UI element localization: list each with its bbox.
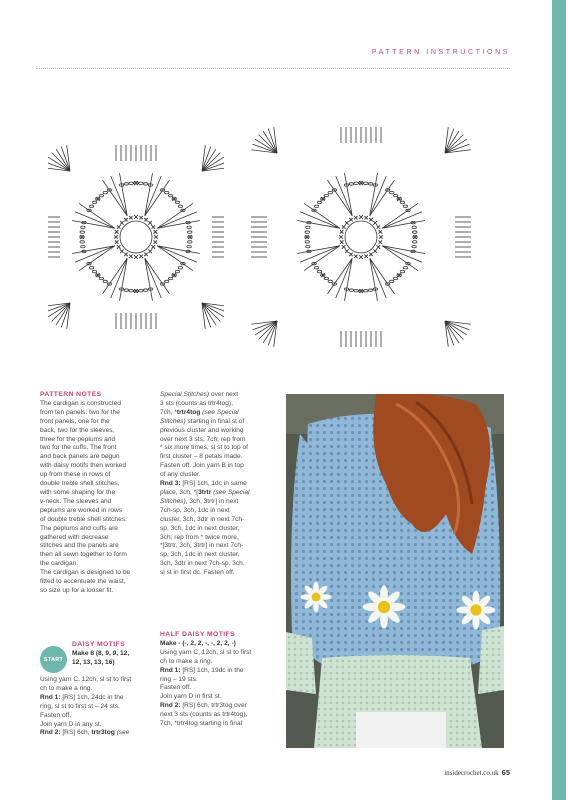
note-line: The peplums and cuffs are: [40, 524, 118, 532]
round-label: Rnd 1:: [160, 666, 181, 674]
note-line: back, two for the sleeves,: [40, 426, 115, 434]
watermark-text: PassionForum.ru: [479, 786, 548, 796]
pattern-notes-heading: PATTERN NOTES: [40, 391, 102, 398]
text-line: ch to make a ring.: [40, 684, 93, 692]
text-run: 3trtr: [198, 488, 212, 496]
half-daisy-heading: HALF DAISY MOTIFS: [160, 631, 236, 638]
note-line: three for the peplums and: [40, 435, 116, 443]
text-run: Stitches): [160, 497, 186, 505]
text-run: [RS] 1ch, 19dc in the: [180, 666, 244, 674]
text-line: ch to make a ring.: [160, 657, 213, 665]
daisy-motif-photo: [363, 586, 406, 629]
text-line: first cluster – 8 petals made.: [160, 453, 243, 461]
text-line: * six more times, sl st to top of: [160, 444, 248, 452]
section-header: PATTERN INSTRUCTIONS: [371, 49, 510, 56]
text-line: [160, 702, 282, 711]
daisy-make-line: Make 8 (8, 9, 9, 12,: [72, 649, 130, 657]
note-line: with some shaping for the: [40, 488, 116, 496]
start-badge: START: [40, 646, 67, 673]
text-line: [160, 480, 280, 489]
half-daisy-make-line: Make - (-, 2, 2, -, -, 2, 2, -): [160, 639, 236, 647]
text-line: [160, 667, 282, 676]
text-line: Join yarn D in first st.: [160, 693, 222, 701]
text-line: [40, 694, 160, 703]
pattern-notes-column: [40, 391, 156, 596]
text-line: 3ch, 3dtr in next 7ch-sp, 3ch,: [160, 560, 245, 568]
note-line: from ten panels: two for the: [40, 408, 120, 416]
text-line: 7ch, *trtr4tog starting in final: [160, 720, 243, 728]
daisy-instructions: [40, 676, 160, 738]
note-line: then all sewn together to form: [40, 551, 127, 559]
text-line: [40, 729, 160, 738]
text-line: 7ch-sp, 3ch, 1dc in next: [160, 506, 230, 514]
page-number: 65: [501, 768, 510, 777]
note-line: of double treble shell stitches.: [40, 515, 127, 523]
text-line: sp, 3ch, 1dc in next cluster,: [160, 524, 240, 532]
text-line: Fasten off. Join yarn B in top: [160, 462, 244, 470]
note-line: so size up for a looser fit.: [40, 586, 114, 594]
text-run: [RS] 6ch,: [60, 729, 92, 737]
cardigan-photo: [286, 394, 504, 748]
round-label: Rnd 2:: [160, 702, 181, 710]
text-run: [RS] 1ch, 24dc in the: [60, 693, 124, 701]
note-line: the cardigan.: [40, 560, 79, 568]
text-run: , 3ch, 3trtr] in next: [185, 497, 239, 505]
text-run: [RS] 1ch, 1dc in same: [180, 480, 247, 488]
text-line: ring, sl st to first st – 24 sts.: [40, 702, 120, 710]
daisy-chart-full: [48, 115, 224, 359]
chart-motif: [251, 127, 471, 347]
text-run: place, 3ch, *[: [160, 488, 199, 496]
text-run: trtr4tog: [176, 408, 201, 416]
text-run: Special Stitches): [160, 391, 210, 398]
text-line: sl st in first dc. Fasten off.: [160, 569, 235, 577]
note-line: peplums are worked in rows: [40, 506, 123, 514]
round-label: Rnd 3:: [160, 480, 181, 488]
text-run: [RS] 6ch, trtr3tog over: [180, 702, 247, 710]
daisy-motif-photo: [300, 581, 331, 612]
text-line: Using yarn C, 12ch, sl st to first: [40, 676, 132, 683]
text-line: Join yarn D in any st.: [40, 720, 102, 728]
pattern-notes-text: [40, 400, 156, 596]
text-run: starting in final st of: [185, 417, 245, 425]
note-line: and back panels are begun: [40, 453, 120, 461]
page-footer: [444, 768, 510, 777]
note-line: with daisy motifs then worked: [40, 462, 127, 470]
text-line: sp, 3ch, 1dc in next cluster,: [160, 551, 240, 559]
text-line: of any cluster.: [160, 471, 201, 479]
text-run: (see: [114, 729, 130, 737]
text-line: [160, 489, 280, 498]
note-line: v-neck. The sleeves and: [40, 497, 112, 505]
note-line: The cardigan is constructed: [40, 399, 121, 407]
text-run: over next: [209, 391, 239, 398]
note-line: two for the cuffs. The front: [40, 444, 117, 452]
text-line: [160, 498, 280, 507]
half-daisy-block: [160, 631, 282, 729]
note-line: The cardigan is designed to be: [40, 569, 131, 577]
note-line: fitted to accentuate the waist,: [40, 578, 126, 586]
text-line: next 3 sts (counts as trtr4tog),: [160, 711, 248, 719]
text-line: Fasten off.: [40, 711, 72, 719]
daisy-instructions-continued: [160, 391, 280, 578]
text-run: (see Special: [200, 408, 239, 416]
text-run: Stitches): [160, 417, 186, 425]
text-line: previous cluster and working: [160, 426, 244, 434]
text-line: Fasten off.: [160, 684, 192, 692]
daisy-make-block: [72, 641, 158, 668]
note-line: front panels, one for the: [40, 417, 110, 425]
header-divider: [36, 68, 510, 69]
daisy-chart-half: [238, 115, 484, 359]
text-line: over next 3 sts, 7ch; rep from: [160, 435, 246, 443]
note-line: gathered with decrease: [40, 533, 109, 541]
text-line: *[3trtr, 3ch, 3trtr] in next 7ch-: [160, 542, 244, 550]
text-line: 3 sts (counts as trtr4tog),: [160, 399, 233, 407]
text-run: 7ch, *: [160, 408, 177, 416]
text-run: (see Special: [211, 488, 250, 496]
text-run: trtr3tog: [91, 729, 115, 737]
text-line: Using yarn C, 12ch, sl st to first: [160, 648, 252, 656]
note-line: up from these in rows of: [40, 471, 111, 479]
text-line: [160, 409, 280, 418]
text-line: 3ch; rep from * twice more,: [160, 533, 239, 541]
daisy-motif-photo: [457, 591, 496, 630]
round-label: Rnd 2:: [40, 729, 61, 737]
daisy-make-line: 12, 13, 13, 16): [72, 658, 115, 666]
footer-site: insidecrochet.co.uk: [444, 769, 499, 777]
text-line: [160, 391, 280, 400]
text-line: cluster, 3ch, 3dtr in next 7ch-: [160, 515, 245, 523]
daisy-motifs-heading: DAISY MOTIFS: [72, 641, 126, 648]
note-line: double treble shell stitches,: [40, 480, 120, 488]
round-label: Rnd 1:: [40, 693, 61, 701]
text-line: ring – 19 sts.: [160, 675, 198, 683]
page-edge-bar: [552, 0, 566, 800]
text-line: [160, 418, 280, 427]
chart-motif: [48, 145, 224, 329]
note-line: stitches and the panels are: [40, 542, 119, 550]
